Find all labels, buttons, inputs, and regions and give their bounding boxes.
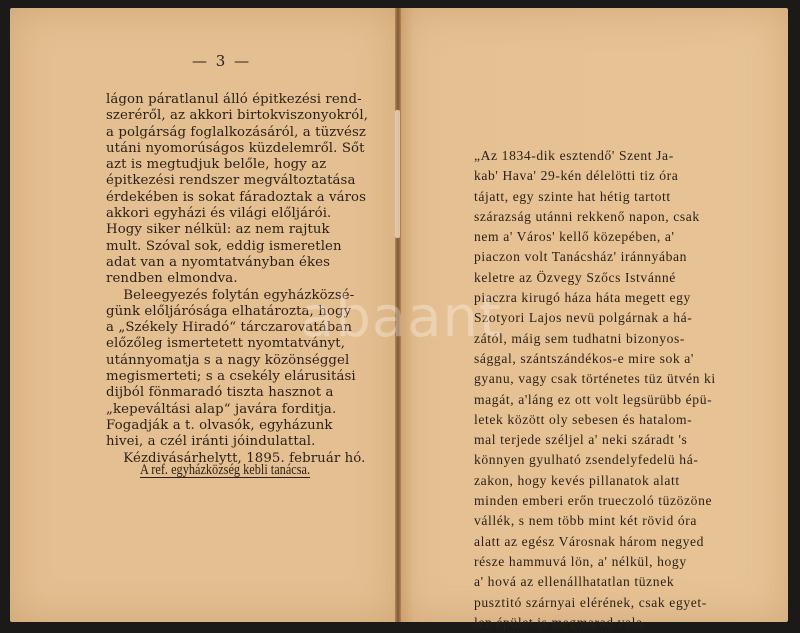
binding-stitch [395, 110, 400, 238]
watermark: abaant [300, 285, 502, 350]
left-page-body: lágon páratlanul álló épitkezési rend- szeréről, az akkori birtokviszonyokról, a polgárság foglalkozásáról, a tüzvész utáni nyomorúságos küzdelemről. Sőt azt is megtudjuk belőle, hogy az épitkezési rendszer megváltoztatása érdekében is sokat fáradoztak a város akkori egyházi és világi előljárói. Hogy siker nélkül: az nem rajtuk mult. Szóval sok, eddig ismeretlen adat van a nyomtatványban ékes rendben elmondva. Beleegyezés folytán egyházközsé- günk előljárósága elhatározta, hogy a „Székely Hiradó“ tárczarovatában előzőleg ismertetett nyomtatványt, utánnyomatja s a nagy közönséggel megismerteti; s a csekély elárusitási dijból fönmaradó tiszta hasznot a „kepeváltási alap“ javára forditja. Fogadják a t. olvasók, egyházunk hivei, a czél iránti jóindulattal. Kézdivásárhelytt, 1895. február hó. [106, 92, 369, 466]
right-page-body: „Az 1834-dik esztendő' Szent Ja- kab' Hava' 29-kén délelötti tiz óra tájatt, egy szinte hat hétig tartott szárazság utánni rekkenő napon, csak nem a' Város' kellő közepében, a' piaczon volt Tanácsház' iránnyában keletre az Özvegy Szőcs Istvánné piaczra kirugó háza háta megett egy Szotyori Lajos nevü polgárnak a há- zától, máig sem tudhatni bizonyos- sággal, szántszándékos-e mire sok a' gyanu, vagy csak történetes tüz ütvén ki magát, a'láng ez ott volt legsürübb épü- letek között oly sebesen és hatalom- mal terjede széljel a' neki száradt 's könnyen gyulható zsendelyfedelü há- zakon, hogy kevés pillanatok alatt minden emberi erőn trueczoló tüzözöne vállék, s nem több mint két rövid óra alatt az egész Városnak három negyed része hammuvá lön, a' nélkül, hogy a' hová az ellenállhatatlan tüznek pusztitó szárnyai elérének, csak egyet- len épület is megmarad vala. [474, 148, 716, 630]
signature-line: A ref. egyházközség kebli tanácsa. [140, 462, 311, 478]
page-number: — 3 — [192, 52, 252, 70]
